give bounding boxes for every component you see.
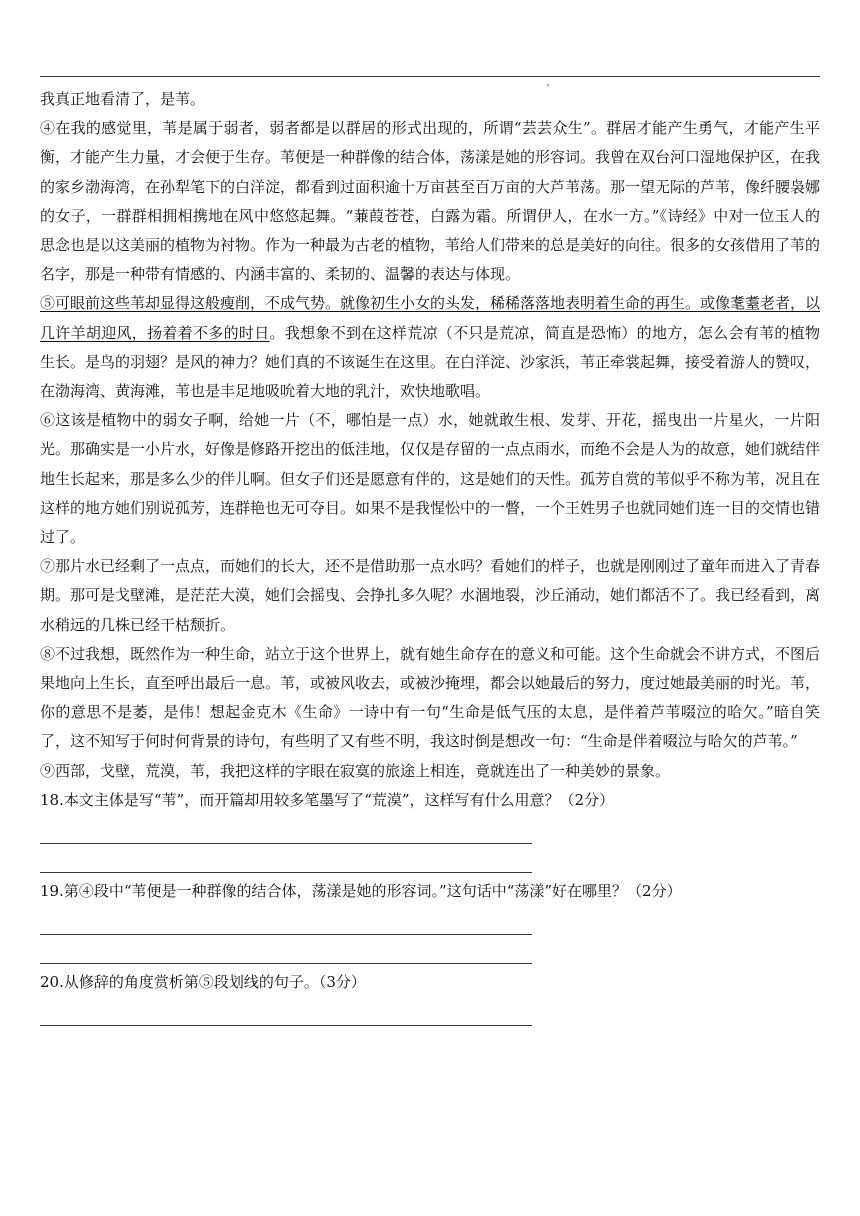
- header-rule: [40, 76, 820, 77]
- document-body: [40, 85, 820, 1026]
- paragraph-8: ⑧不过我想，既然作为一种生命，站立于这个世界上，就有她生命存在的意义和可能。这个生命就会不讲方式，不图后果地向上生长，直至呼出最后一息。苇，或被风收去，或被沙掩埋，都会以她最后的努力，度过她最美丽的时光。苇，你的意思不是萎，是伟！想起金克木《生命》一诗中有一句“生命是低气压的太息，是伴着芦苇啜泣的哈欠。”暗自笑了，这不知写于何时何背景的诗句，有些明了又有些不明，我这时倒是想改一句：“生命是伴着啜泣与哈欠的芦苇。”: [40, 644, 821, 751]
- paragraph-continued: 我真正地看清了，是苇。: [40, 90, 206, 108]
- answer-line-19-1[interactable]: [40, 906, 532, 935]
- paragraph-4: ④在我的感觉里，苇是属于弱者，弱者都是以群居的形式出现的，所谓“芸芸众生”。群居才能产生勇气，才能产生平衡，才能产生力量，才会便于生存。苇便是一种群像的结合体，荡漾是她的形容词。我曾在双台河口湿地保护区，在我的家乡渤海湾，在孙犁笔下的白洋淀，都看到过面积逾十万亩甚至百万亩的大芦苇荡。那一望无际的芦苇，像纤腰袅娜的女子，一群群相拥相携地在风中悠悠起舞。“蒹葭苍苍，白露为霜。所谓伊人，在水一方。”《诗经》中对一位玉人的思念也是以这美丽的植物为衬物。作为一种最为古老的植物，苇给人们带来的总是美好的向往。很多的女孩借用了苇的名字，那是一种带有情感的、内涵丰富的、柔韧的、温馨的表达与体现。: [40, 119, 821, 284]
- question-20: 20.从修辞的角度赏析第⑤段划线的句子。（3分）: [40, 973, 366, 992]
- answer-line-19-2[interactable]: [40, 935, 532, 964]
- question-19: 19.第④段中“苇便是一种群像的结合体，荡漾是她的形容词。”这句话中“荡漾”好在哪里？（2分）: [40, 882, 682, 901]
- answer-line-18-2[interactable]: [40, 844, 532, 873]
- paragraph-9: ⑨西部，戈壁，荒漠，苇，我把这样的字眼在寂寞的旅途上相连，竟就连出了一种美妙的景象。: [40, 761, 671, 780]
- paragraph-5-underlined-sentence: ⑤可眼前这些苇却显得这般瘦削，不成气势。就像初生小女的头发，稀稀落落地表明着生命的再生。或像耄耋老者，以几许羊胡迎风，扬着着不多的时日: [40, 294, 821, 342]
- paragraph-6: ⑥这该是植物中的弱女子啊，给她一片（不，哪怕是一点）水，她就敢生根、发芽、开花，摇曳出一片星火，一片阳光。那确实是一小片水，好像是修路开挖出的低洼地，仅仅是存留的一点点雨水，而绝不会是人为的故意，她们就结伴地生长起来，那是多么少的伴儿啊。但女子们还是愿意有伴的，这是她们的天性。孤芳自赏的苇似乎不称为苇，况且在这样的地方她们别说孤芳，连群艳也无可夺目。如果不是我惺忪中的一瞥，一个王姓男子也就同她们连一目的交情也错过了。: [40, 411, 821, 547]
- paragraph-7: ⑦那片水已经剩了一点点，而她们的长大，还不是借助那一点水吗？看她们的样子，也就是刚刚过了童年而进入了青春期。那可是戈壁滩，是茫茫大漠，她们会摇曳、会挣扎多久呢？水涸地裂，沙丘涌动，她们都活不了。我已经看到，离水稍远的几株已经干枯颓折。: [40, 557, 821, 634]
- answer-line-18-1[interactable]: [40, 815, 532, 844]
- answer-line-20-1[interactable]: [40, 997, 532, 1026]
- paragraph-5-rest: 。我想象不到在这样荒凉（不只是荒凉，简直是恐怖）的地方，怎么会有苇的植物生长。是鸟的羽翅？是风的神力？她们真的不该诞生在这里。在白洋淀、沙家浜，苇正牵裳起舞，接受着游人的赞叹，在渤海湾、黄海滩，苇也是丰足地吸吮着大地的乳汁，欢快地歌唱。: [40, 323, 821, 401]
- header-mark: ": [546, 83, 550, 92]
- paragraph-5: [40, 289, 820, 406]
- question-18: 18.本文主体是写“苇”，而开篇却用较多笔墨写了“荒漠”，这样写有什么用意？（2分）: [40, 790, 615, 809]
